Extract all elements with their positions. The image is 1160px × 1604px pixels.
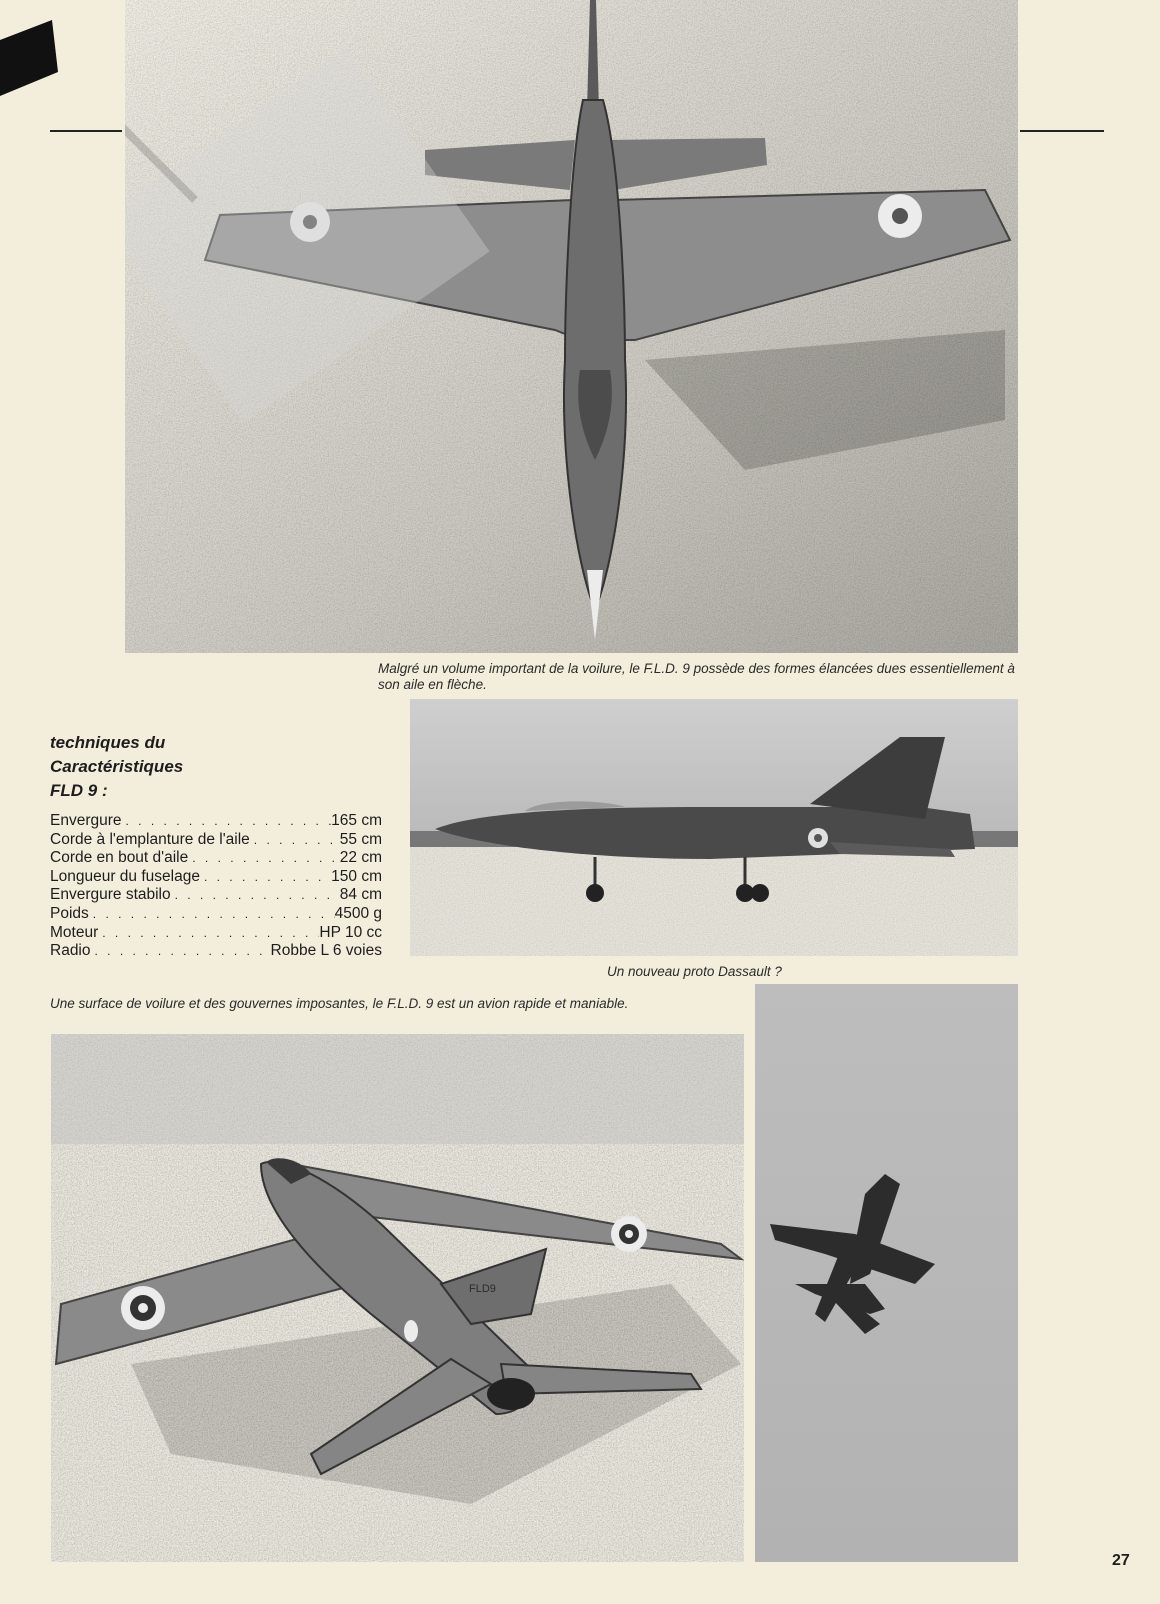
spec-leader	[171, 886, 340, 905]
spec-row	[50, 924, 382, 943]
page-number: 27	[1112, 1552, 1130, 1569]
specs-heading-line-2: Caractéristiques	[50, 757, 184, 776]
spec-label: Poids	[50, 904, 89, 922]
spec-value: Robbe L 6 voies	[270, 942, 382, 960]
specs-heading-line-3: FLD 9 :	[50, 781, 108, 800]
specs-table	[50, 812, 382, 961]
spec-leader	[200, 868, 331, 887]
spec-leader	[98, 924, 319, 943]
spec-value: 4500 g	[334, 904, 382, 922]
right-rule	[1020, 130, 1104, 132]
spec-row	[50, 886, 382, 905]
spec-leader	[188, 849, 340, 868]
spec-label: Envergure stabilo	[50, 886, 171, 904]
spec-value: 84 cm	[339, 886, 382, 904]
spec-value: 22 cm	[339, 849, 382, 867]
spec-label: Corde à l'emplanture de l'aile	[50, 830, 250, 848]
side-view-photo	[410, 699, 1018, 956]
spec-leader	[91, 942, 271, 961]
spec-row	[50, 812, 382, 831]
top-aircraft-photo	[125, 0, 1018, 653]
spec-value: 55 cm	[339, 830, 382, 848]
specs-heading-line-1: techniques du	[50, 733, 166, 752]
spec-label: Envergure	[50, 812, 122, 829]
top-photo-caption: Malgré un volume important de la voilure, le F.L.D. 9 possède des formes élancées dues essentiellement à son aile en flèche.	[378, 661, 1015, 692]
specs-heading	[50, 731, 183, 803]
spec-value: 165 cm	[331, 812, 382, 829]
spec-leader	[250, 831, 340, 850]
spec-label: Longueur du fuselage	[50, 867, 200, 885]
spec-leader	[89, 905, 335, 924]
side-photo-caption: Un nouveau proto Dassault ?	[607, 964, 782, 979]
spec-value: HP 10 cc	[319, 923, 382, 941]
spec-value: 150 cm	[331, 867, 382, 885]
spec-label: Moteur	[50, 923, 99, 941]
ground-three-quarter-photo	[51, 1034, 744, 1562]
in-flight-photo	[755, 984, 1018, 1562]
spec-label: Corde en bout d'aile	[50, 849, 189, 867]
bottom-photo-caption: Une surface de voilure et des gouvernes imposantes, le F.L.D. 9 est un avion rapide et maniable.	[50, 996, 629, 1011]
page-edge-mark	[0, 20, 58, 96]
aircraft-marking: FLD9	[469, 1283, 496, 1295]
left-rule	[50, 130, 122, 132]
spec-label: Radio	[50, 942, 91, 960]
spec-leader	[122, 812, 332, 831]
spec-row	[50, 868, 382, 887]
spec-row	[50, 849, 382, 868]
spec-row	[50, 942, 382, 961]
spec-row	[50, 831, 382, 850]
spec-row	[50, 905, 382, 924]
